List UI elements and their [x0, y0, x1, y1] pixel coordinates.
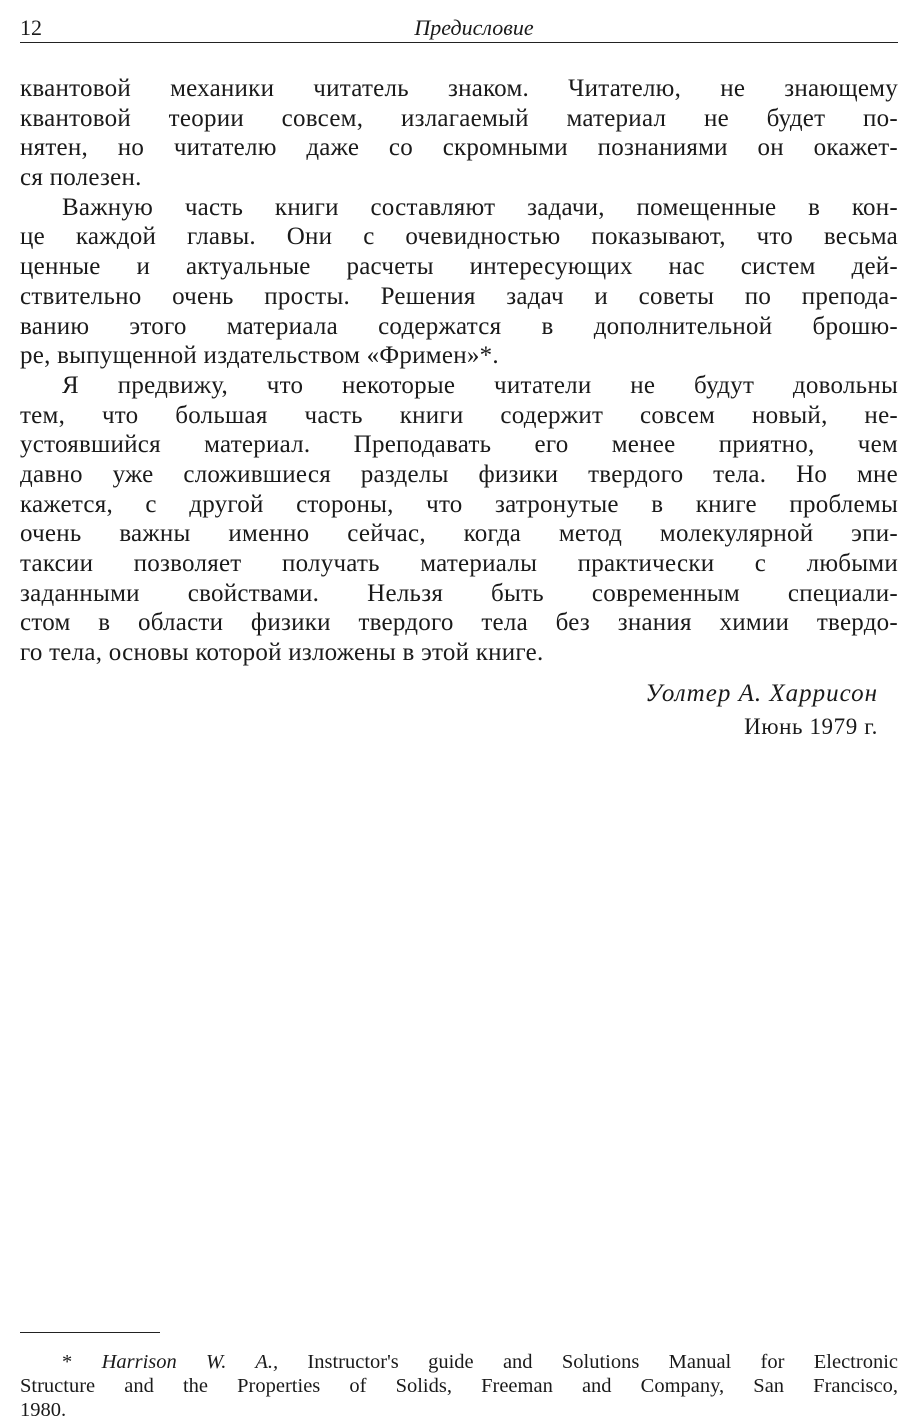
- paragraph-2: [20, 193, 898, 371]
- text-line: устоявшийся материал. Преподавать его менее приятно, чем: [20, 431, 898, 459]
- signature-block: [645, 679, 878, 742]
- header-rule: [20, 42, 898, 43]
- text-line: ся полезен.: [20, 164, 142, 192]
- text-line: заданными свойствами. Нельзя быть современным специали-: [20, 579, 898, 607]
- footnote-line: 1980.: [20, 1399, 67, 1421]
- page-header: [20, 16, 898, 40]
- text-line: давно уже сложившиеся разделы физики твердого тела. Но мне: [20, 460, 898, 488]
- footnote-rule: [20, 1332, 160, 1333]
- footnote-marker: *: [62, 1351, 73, 1373]
- footnote: [20, 1350, 898, 1422]
- text-line: стом в области физики твердого тела без знания химии твердо-: [20, 609, 898, 637]
- text-line: квантовой теории совсем, излагаемый материал не будет по-: [20, 104, 898, 132]
- text-line: кажется, с другой стороны, что затронутые в книге проблемы: [20, 490, 898, 518]
- footnote-author: Harrison W. A.,: [101, 1351, 279, 1373]
- text-line: ванию этого материала содержатся в дополнительной брошю-: [20, 312, 898, 340]
- text-line: ствительно очень просты. Решения задач и советы по препода-: [20, 282, 898, 310]
- text-line: квантовой механики читатель знаком. Читателю, не знающему: [20, 75, 898, 102]
- text-line: ценные и актуальные расчеты интересующих нас систем дей-: [20, 253, 898, 281]
- body-text: [20, 74, 898, 668]
- text-line: Важную часть книги составляют задачи, помещенные в кон-: [62, 193, 898, 221]
- page-number: 12: [20, 15, 42, 40]
- footnote-line: [20, 1350, 898, 1374]
- signature-date: Июнь 1979 г.: [744, 714, 878, 739]
- text-line: це каждой главы. Они с очевидностью показывают, что весьма: [20, 223, 898, 251]
- paragraph-1: [20, 74, 898, 193]
- text-line: нятен, но читателю даже со скромными познаниями он окажет-: [20, 134, 898, 162]
- text-line: таксии позволяет получать материалы практически с любыми: [20, 550, 898, 577]
- author-name: Уолтер А. Харрисон: [645, 680, 878, 707]
- footnote-line: Structure and the Properties of Solids, Freeman and Company, San Francisco,: [20, 1375, 898, 1397]
- text-line: ре, выпущенной издательством «Фримен»*.: [20, 342, 499, 370]
- footnote-text: Instructor's guide and Solutions Manual for Electronic: [307, 1351, 898, 1373]
- text-line: Я предвижу, что некоторые читатели не будут довольны: [62, 371, 898, 399]
- running-head: Предисловие: [414, 15, 534, 40]
- paragraph-3: [20, 371, 898, 668]
- text-line: очень важны именно сейчас, когда метод молекулярной эпи-: [20, 520, 898, 548]
- text-line: тем, что большая часть книги содержит совсем новый, не-: [20, 401, 898, 429]
- text-line: го тела, основы которой изложены в этой книге.: [20, 639, 544, 667]
